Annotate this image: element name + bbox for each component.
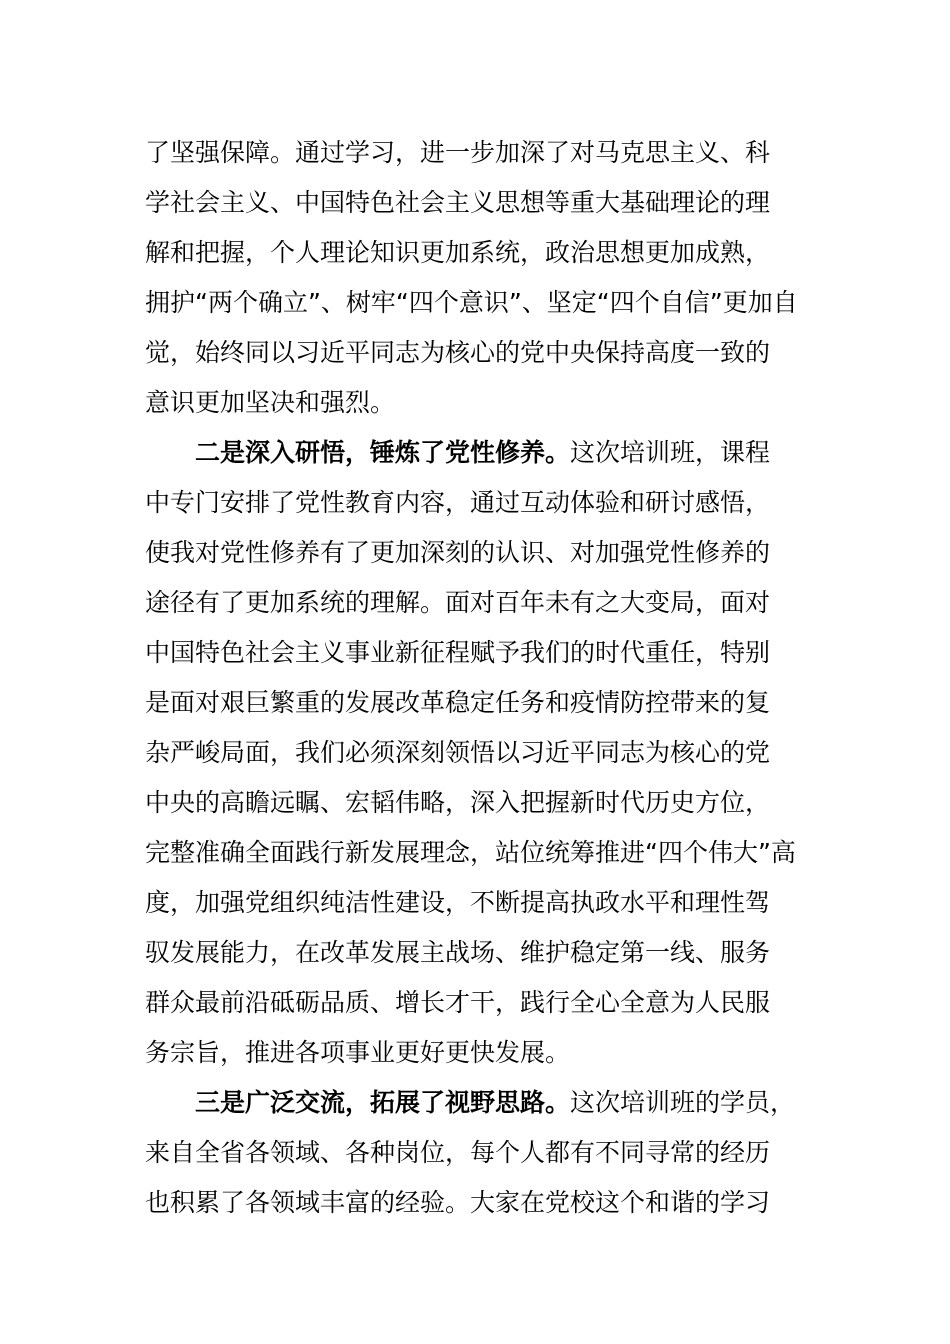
text-line: 意识更加坚决和强烈。 [145, 388, 396, 417]
paragraph-heading: 二是深入研悟，锤炼了党性修养。 [195, 438, 571, 467]
text-line: 觉，始终同以习近平同志为核心的党中央保持高度一致的 [145, 338, 771, 367]
text-line: 使我对党性修养有了更加深刻的认识、对加强党性修养的 [145, 538, 771, 567]
text-line: 途径有了更加系统的理解。面对百年未有之大变局，面对 [145, 588, 771, 617]
text-line: 中国特色社会主义事业新征程赋予我们的时代重任，特别 [145, 638, 771, 667]
text-line: 也积累了各领域丰富的经验。大家在党校这个和谐的学习 [145, 1188, 771, 1217]
paragraph-3 [145, 1078, 835, 1228]
text-line: 拥护“两个确立”、树牢“四个意识”、坚定“四个自信”更加自 [145, 288, 798, 317]
paragraph-lead-text: 这次培训班的学员， [570, 1088, 796, 1117]
text-line: 务宗旨，推进各项事业更好更快发展。 [145, 1038, 571, 1067]
text-line: 杂严峻局面，我们必须深刻领悟以习近平同志为核心的党 [145, 738, 771, 767]
text-line: 驭发展能力，在改革发展主战场、维护稳定第一线、服务 [145, 938, 771, 967]
document-body [145, 128, 835, 1228]
text-line: 了坚强保障。通过学习，进一步加深了对马克思主义、科 [145, 138, 771, 167]
text-line: 学社会主义、中国特色社会主义思想等重大基础理论的理 [145, 188, 771, 217]
text-line: 来自全省各领域、各种岗位，每个人都有不同寻常的经历 [145, 1138, 771, 1167]
paragraph-first-line [145, 1078, 835, 1128]
text-line: 群众最前沿砥砺品质、增长才干，践行全心全意为人民服 [145, 988, 771, 1017]
text-line: 中央的高瞻远瞩、宏韬伟略，深入把握新时代历史方位， [145, 788, 771, 817]
paragraph-1 [145, 128, 835, 428]
paragraph-2 [145, 428, 835, 1078]
paragraph-first-line [145, 428, 835, 478]
paragraph-heading: 三是广泛交流，拓展了视野思路。 [195, 1088, 571, 1117]
text-line: 度，加强党组织纯洁性建设，不断提高执政水平和理性驾 [145, 888, 771, 917]
paragraph-lead-text: 这次培训班，课程 [570, 438, 771, 467]
text-line: 是面对艰巨繁重的发展改革稳定任务和疫情防控带来的复 [145, 688, 771, 717]
text-line: 解和把握，个人理论知识更加系统，政治思想更加成熟， [145, 238, 771, 267]
text-line: 中专门安排了党性教育内容，通过互动体验和研讨感悟， [145, 488, 771, 517]
text-line: 完整准确全面践行新发展理念，站位统筹推进“四个伟大”高 [145, 838, 796, 867]
